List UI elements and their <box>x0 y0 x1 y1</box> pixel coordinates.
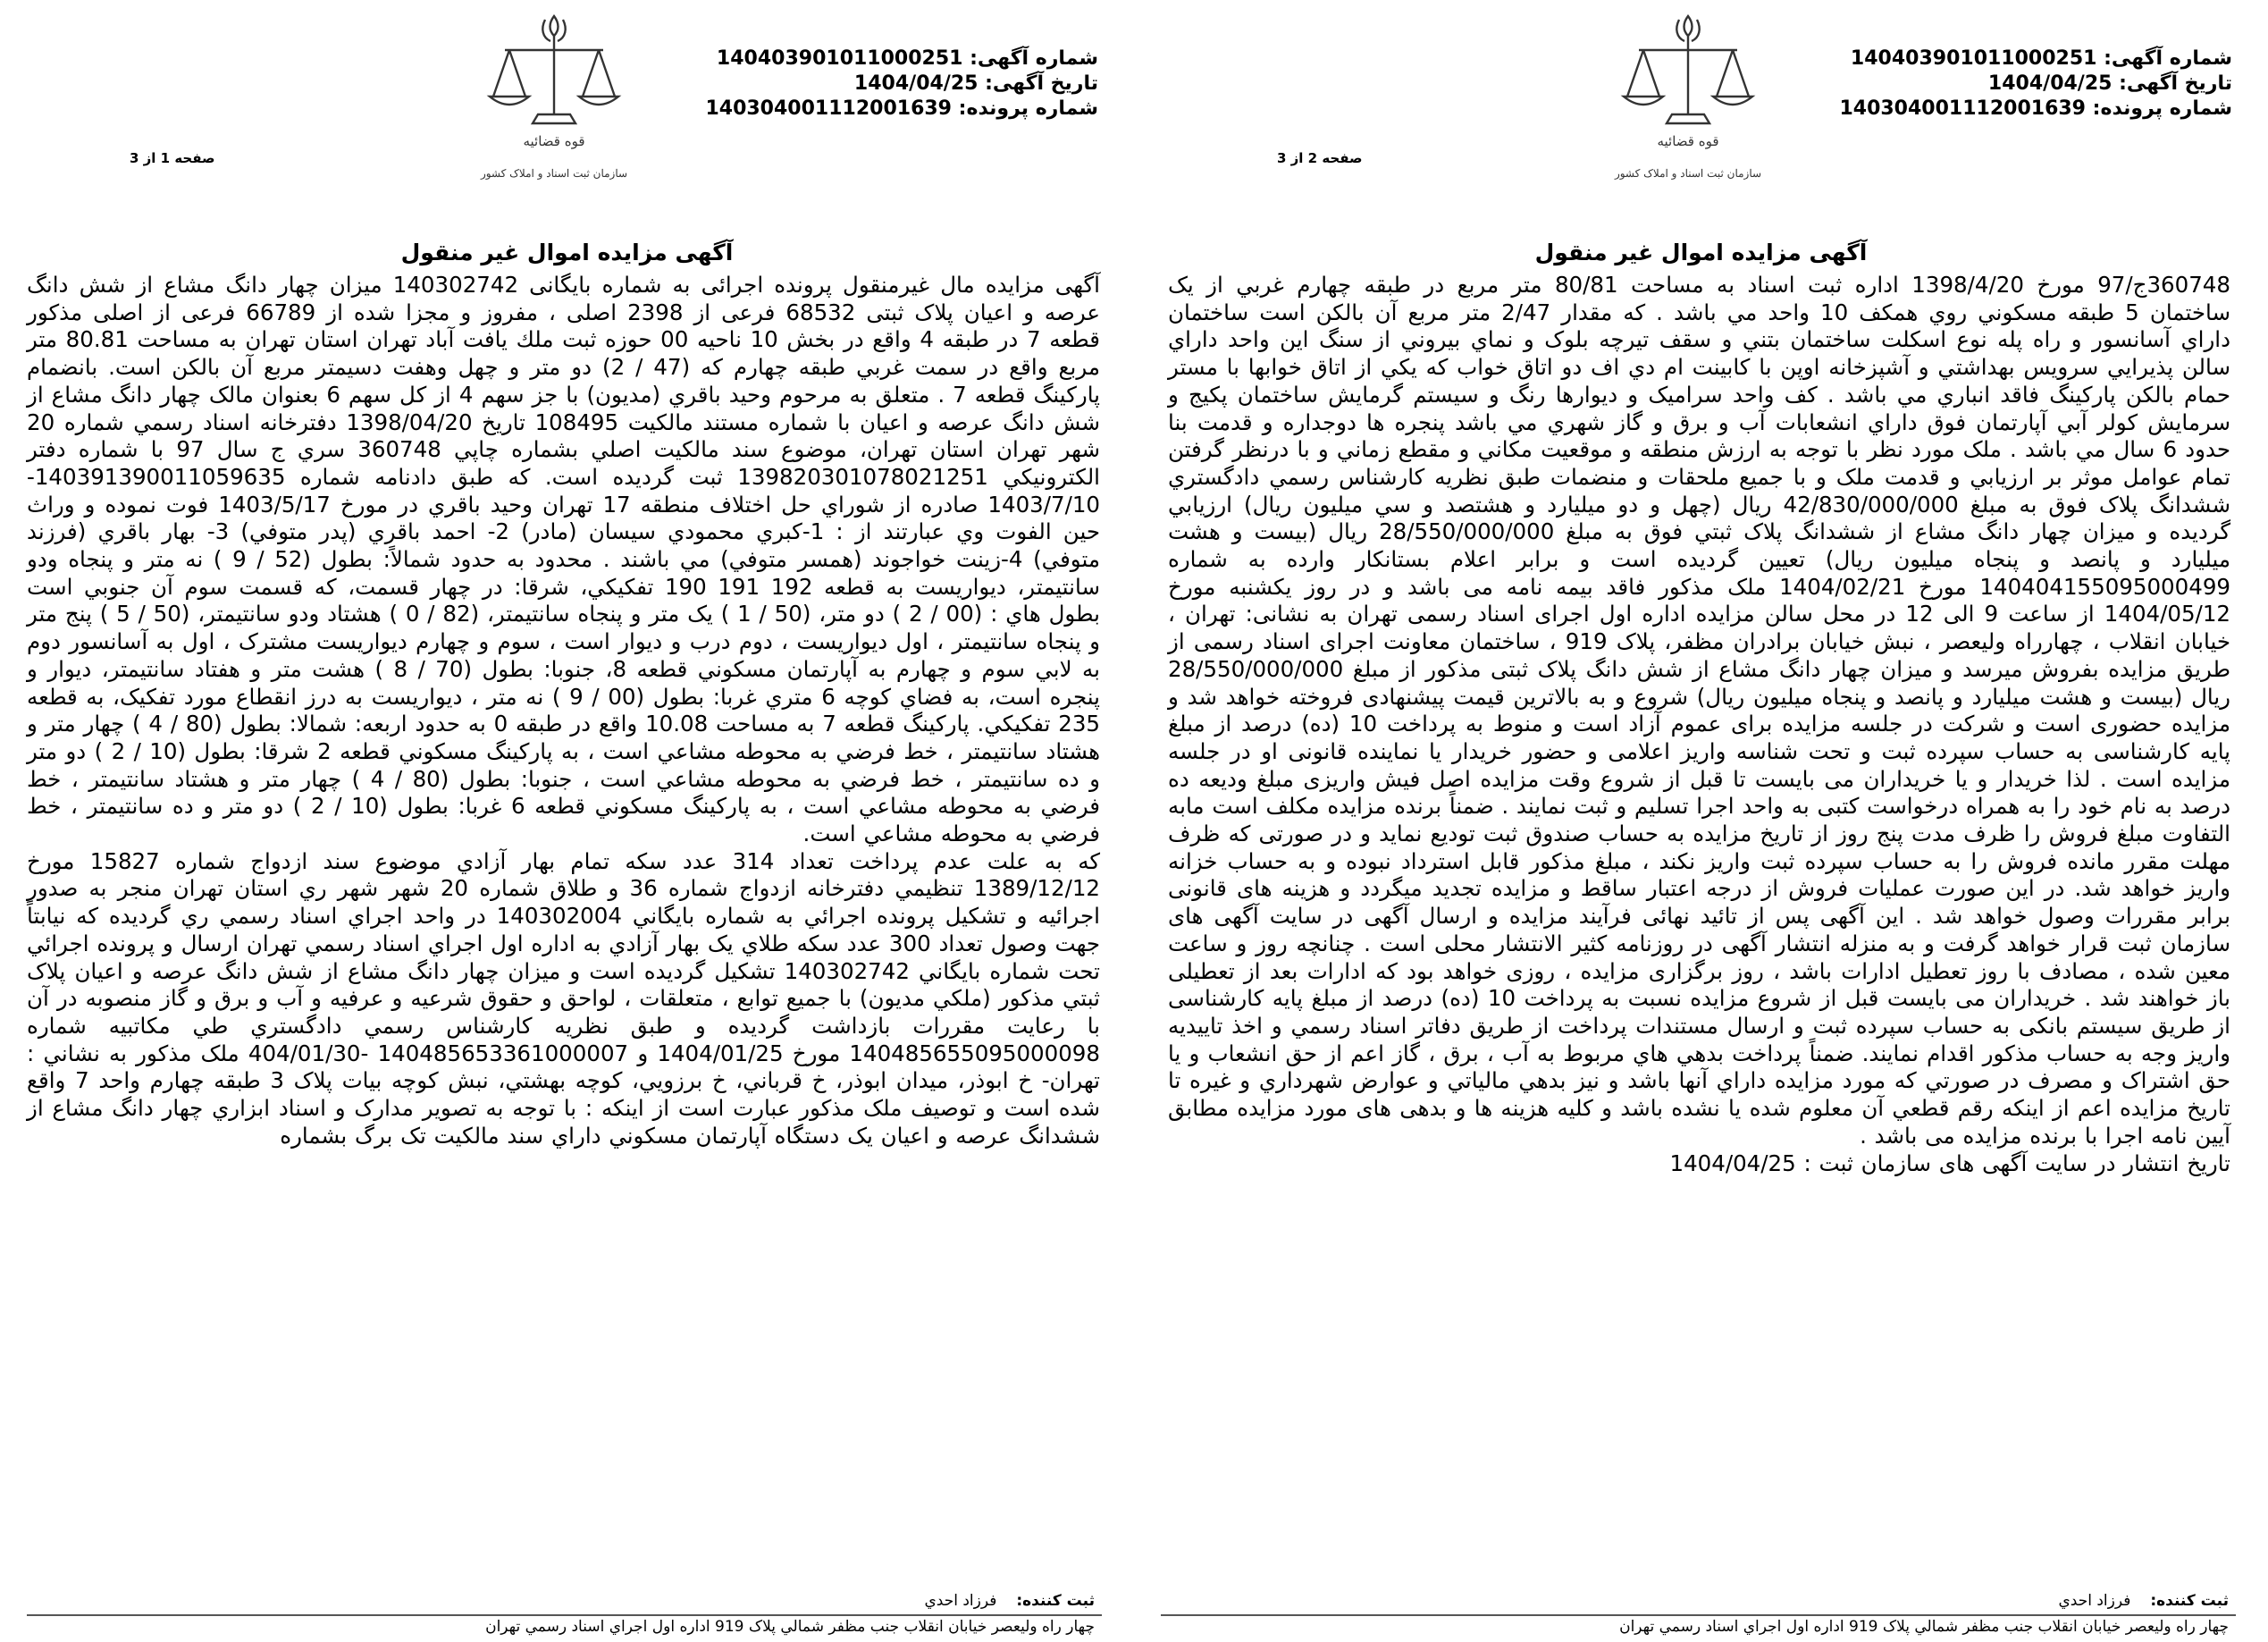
case-number: شماره پرونده: 140304001112001639 <box>705 97 1098 120</box>
registrar-label: ثبت کننده: <box>1016 1592 1095 1610</box>
judiciary-emblem <box>465 7 643 199</box>
office-address: چهار راه وليعصر خيابان انقلاب جنب مظفر شمالي پلاک 919 اداره اول اجراي اسناد رسمي تهران <box>1619 1618 2229 1636</box>
office-address: چهار راه وليعصر خيابان انقلاب جنب مظفر شمالي پلاک 919 اداره اول اجراي اسناد رسمي تهران <box>485 1618 1095 1636</box>
svg-text:قوه قضائیه: قوه قضائیه <box>523 133 585 149</box>
case-number: شماره پرونده: 140304001112001639 <box>1839 97 2232 120</box>
svg-text:سازمان ثبت اسناد و املاک کشور: سازمان ثبت اسناد و املاک کشور <box>1614 167 1762 180</box>
ad-body-text: 360748ج/97 مورخ 1398/4/20 اداره ثبت اسناد به مساحت 80/81 متر مربع در طبقه چهارم غربي از يک ساختمان 5 طبقه مسکوني روي همکف 10 واحد مي باشد . که مقدار 2/47 متر مربع آن بالکن است ساختمان داراي آسانسور و راه پله نوع اسکلت ساختمان بتني و سقف تيرچه بلوک و نماي بيروني از سنگ اين واحد داراي سالن پذيرايي سرويس بهداشتي و آشپزخانه اوپن با کابينت ام دي اف دو اتاق خواب که يکي از اتاق خوابها با مستر حمام بالکن پارکينگ فاقد انباري مي باشد . کف واحد سراميک و ديوارها رنگ و سيستم گرمايش ساختمان پکيج و سرمايش کولر آبي آپارتمان فوق داراي انشعابات آب و برق و گاز شهري مي باشد پنجره ها دوجداره و قدمت بنا حدود 6 سال مي باشد . ملک مورد نظر با توجه به ارزش منطقه و موقعيت مکاني و مقطع زماني و با درنظر گرفتن تمام عوامل موثر بر ارزيابي و قدمت ملک و با جميع ملحقات و منضمات طبق نظريه کارشناس رسمي دادگستري ششدانگ پلاک فوق به مبلغ 42/830/000/000 ريال (چهل و دو ميليارد و هشتصد و سي ميليون ريال) ارزيابي گرديده و ميزان چهار دانگ مشاع از ششدانگ پلاک ثبتي فوق به مبلغ 28/550/000/000 ريال (بيست و هشت ميليارد و پانصد و پنجاه ميليون ريال) تعيين گرديده است و برابر اعلام بستانکار وارده به شماره 140404155095000499 مورخ 1404/02/21 ملک مذکور فاقد بیمه نامه می باشد و در روز یکشنبه مورخ 1404/05/12 از ساعت 9 الی 12 در محل سالن مزایده اداره اول اجرای اسناد رسمی تهران به نشانی: تهران ، خیابان انقلاب ، چهارراه ولیعصر ، نبش خیابان برادران مظفر، پلاک 919 ، ساختمان معاونت اجرای اسناد رسمی از طریق مزایده بفروش میرسد و میزان چهار دانگ مشاع از شش دانگ پلاک ثبتی مذکور از مبلغ 28/550/000/000 ریال (بیست و هشت میلیارد و پانصد و پنجاه میلیون ریال) شروع و به بالاترین قیمت پیشنهادی فروخته خواهد شد و مزایده حضوری است و شرکت در جلسه مزایده برای عموم آزاد است و منوط به پرداخت 10 (ده) درصد از مبلغ پایه کارشناسی به حساب سپرده ثبت و تحت شناسه واریز اعلامی و حضور خریدار یا نماینده قانونی او در جلسه مزایده است . لذا خریدار و یا خریداران می بایست تا قبل از شروع وقت مزایده اصل فیش واریزی مبلغ ودیعه ده درصد به نام خود را به همراه درخواست کتبی به واحد اجرا تسلیم و ثبت نمایند . ضمناً برنده مزایده مکلف است مابه التفاوت مبلغ فروش را ظرف مدت پنج روز از تاریخ مزایده به حساب صندوق ثبت تودیع نماید و در صورتی که ظرف مهلت مقرر مانده فروش را به حساب سپرده ثبت واریز نکند ، مبلغ مذکور قابل استرداد نبوده و به حساب خزانه واریز خواهد شد. در این صورت عملیات فروش از درجه اعتبار ساقط و مزایده تجدید میگردد و هزینه های قانونی برابر مقررات وصول خواهد شد . این آگهی پس از تائید نهائی فرآیند مزایده و ارسال آگهی در سایت آگهی های سازمان ثبت قرار خواهد گرفت و به منزله انتشار آگهی در روزنامه کثیر الانتشار محلی است . چنانچه روز و ساعت معین شده ، مصادف با روز تعطیل ادارات باشد ، روز برگزاری مزایده ، روزی خواهد بود که ادارات بعد از تعطیلی باز خواهند شد . خریداران می بایست قبل از شروع مزایده نسبت به پرداخت 10 (ده) درصد از مبلغ پایه کارشناسی از طریق سیستم بانکی به حساب سپرده ثبت و ارسال مستندات پرداخت از طریق دفاتر اسناد رسمي و اخذ تاييديه واريز وجه به حساب مذکور اقدام نمايند. ضمناً پرداخت بدهي هاي مربوط به آب ، برق ، گاز اعم از حق انشعاب و يا حق اشتراک و مصرف در صورتي که مورد مزايده داراي آنها باشد و نيز بدهي مالياتي و عوارض شهرداري و غيره تا تاريخ مزايده اعم از اينکه رقم قطعي آن معلوم شده يا نشده باشد و کليه هزينه ها و بدهی های مورد مزایده مطابق آیین نامه اجرا با برنده مزایده می باشد . <box>1168 272 2231 1149</box>
ad-number: شماره آگهی: 140403901011000251 <box>716 47 1098 70</box>
ad-number: شماره آگهی: 140403901011000251 <box>1850 47 2232 70</box>
registrar-name: فرزاد احدي <box>924 1592 997 1610</box>
ad-body-text: آگهی مزایده مال غیرمنقول پرونده اجرائی به شماره بایگانی 140302742 میزان چهار دانگ مشاع از شش دانگ عرصه و اعیان پلاک ثبتی 68532 فرعی از 2398 اصلی ، مفروز و مجزا شده از 66789 فرعی از اصلی مذکور قطعه 7 در طبقه 4 واقع در بخش 10 ناحیه 00 حوزه ثبت ملك يافت آباد تهران استان تهران به مساحت 80.81 متر مربع واقع در سمت غربي طبقه چهارم كه (47 / 2) دو متر و چهل وهفت دسيمتر مربع آن بالكن است. بانضمام پاركينگ قطعه 7 . متعلق به مرحوم وحيد باقري (مديون) با جز سهم 4 از کل سهم 6 بعنوان مالک چهار دانگ مشاع از شش دانگ عرصه و اعيان با شماره مستند مالکيت 108495 تاريخ 1398/04/20 دفترخانه اسناد رسمي شماره 20 شهر تهران استان تهران، موضوع سند مالکيت اصلي بشماره چاپي 360748 سري ج سال 97 با شماره دفتر الکترونيکي 139820301078021251 ثبت گرديده است. که طبق دادنامه شماره 140391390011059635-1403/7/10 صادره از شوراي حل اختلاف منطقه 17 تهران وحيد باقري در مورخ 1403/5/17 فوت نموده و وراث حين الفوت وي عبارتند از : 1-کبري محمودي سيسان (مادر) 2- احمد باقري (پدر متوفي) 3- بهار باقري (فرزند متوفي) 4-زينت خواجوند (همسر متوفي) مي باشند . محدود به حدود شمالاً: بطول (52 / 9 ) نه متر و پنجاه ودو سانتيمتر، ديواريست به قطعه 192 191 190 تفکيکي، شرقا: در چهار قسمت، که قسمت سوم آن جنوبي است بطول هاي : (00 / 2 ) دو متر، (50 / 1 ) يک متر و پنجاه سانتيمتر، (82 / 0 ) هشتاد ودو سانتيمتر، (50 / 5 ) پنج متر و پنجاه سانتيمتر ، اول ديواريست ، دوم درب و ديوار است ، سوم و چهارم ديواريست مشترک ، اول به آسانسور دوم به لابي سوم و چهارم به آپارتمان مسکوني قطعه 8، جنوبا: بطول (70 / 8 ) هشت متر و هفتاد سانتيمتر، ديوار و پنجره است، به فضاي کوچه 6 متري غربا: بطول (00 / 9 ) نه متر ، ديواريست به درز انقطاع مورد تفکيک، به قطعه 235 تفکيکي. پارکينگ قطعه 7 به مساحت 10.08 واقع در طبقه 0 به حدود اربعه: شمالا: بطول (80 / 4 ) چهار متر و هشتاد سانتيمتر ، خط فرضي به محوطه مشاعي است ، به پارکينگ مسکوني قطعه 2 شرقا: بطول (10 / 2 ) دو متر و ده سانتيمتر ، خط فرضي به محوطه مشاعي است ، جنوبا: بطول (80 / 4 ) چهار متر و هشتاد سانتيمتر ، خط فرضي به محوطه مشاعي است ، به پارکينگ مسکوني قطعه 6 غربا: بطول (10 / 2 ) دو متر و ده سانتيمتر ، خط فرضي به محوطه مشاعي است. <box>27 272 1101 847</box>
page-number: صفحه 2 از 3 <box>1277 150 1363 166</box>
ad-body <box>1168 272 2230 1177</box>
registrar-name: فرزاد احدي <box>2058 1592 2131 1610</box>
publish-date-line: تاریخ انتشار در سایت آگهی های سازمان ثبت : 1404/04/25 <box>1669 1149 2230 1176</box>
registrar <box>924 1592 1095 1610</box>
ad-page-2 <box>1134 0 2268 1642</box>
page-number: صفحه 1 از 3 <box>130 150 215 166</box>
ad-date: تاریخ آگهی: 1404/04/25 <box>1987 72 2232 95</box>
header-info <box>1839 46 2232 122</box>
ad-title: آگهی مزایده اموال غیر منقول <box>400 240 734 265</box>
judiciary-emblem <box>1599 7 1777 199</box>
ad-title: آگهی مزایده اموال غیر منقول <box>1534 240 1868 265</box>
footer-divider <box>1161 1614 2236 1616</box>
svg-text:قوه قضائیه: قوه قضائیه <box>1657 133 1719 149</box>
footer-divider <box>27 1614 1102 1616</box>
ad-date: تاریخ آگهی: 1404/04/25 <box>853 72 1098 95</box>
registrar-label: ثبت کننده: <box>2150 1592 2229 1610</box>
svg-text:سازمان ثبت اسناد و املاک کشور: سازمان ثبت اسناد و املاک کشور <box>480 167 628 180</box>
ad-body <box>27 272 1100 1150</box>
header-info <box>705 46 1098 122</box>
ad-body-text-continued: که به علت عدم پرداخت تعداد 314 عدد سکه تمام بهار آزادي موضوع سند ازدواج شماره 15827 مورخ 1389/12/12 تنظيمي دفترخانه ازدواج شماره 36 و طلاق شماره 20 شهر شهر ري استان تهران منجر به صدور اجرائيه و تشکيل پرونده اجرائي به شماره بايگاني 140302004 در واحد اجراي اسناد رسمي ري گرديده که نيابتاً جهت وصول تعداد 300 عدد سکه طلاي يک بهار آزادي به اداره اول اجراي اسناد رسمي تهران ارسال و پرونده اجرائي تحت شماره بايگاني 140302742 تشکيل گرديده است و ميزان چهار دانگ مشاع از شش دانگ عرصه و اعيان پلاک ثبتي مذکور (ملکي مديون) با جميع توابع ، متعلقات ، لواحق و حقوق شرعيه و عرفيه و آب و برق و گاز منصوبه در آن با رعايت مقررات بازداشت گرديده و طبق نظريه کارشناس رسمي دادگستري طي مکاتبيه شماره 140485655095000098 مورخ 1404/01/25 و 140485653361000007 -404/01/30 ملک مذکور به نشاني : تهران- خ ابوذر، ميدان ابوذر، خ قرباني، خ برزويي، کوچه بهشتي، نبش کوچه بيات پلاک 3 طبقه چهارم واحد 7 واقع شده است و توصيف ملک مذکور عبارت است از اينکه : با توجه به تصوير مدارک و اسناد ابزاري چهار دانگ مشاع از ششدانگ عرصه و اعيان يک دستگاه آپارتمان مسکوني داراي سند مالکيت تک برگ بشماره <box>27 847 1101 1149</box>
registrar <box>2058 1592 2229 1610</box>
